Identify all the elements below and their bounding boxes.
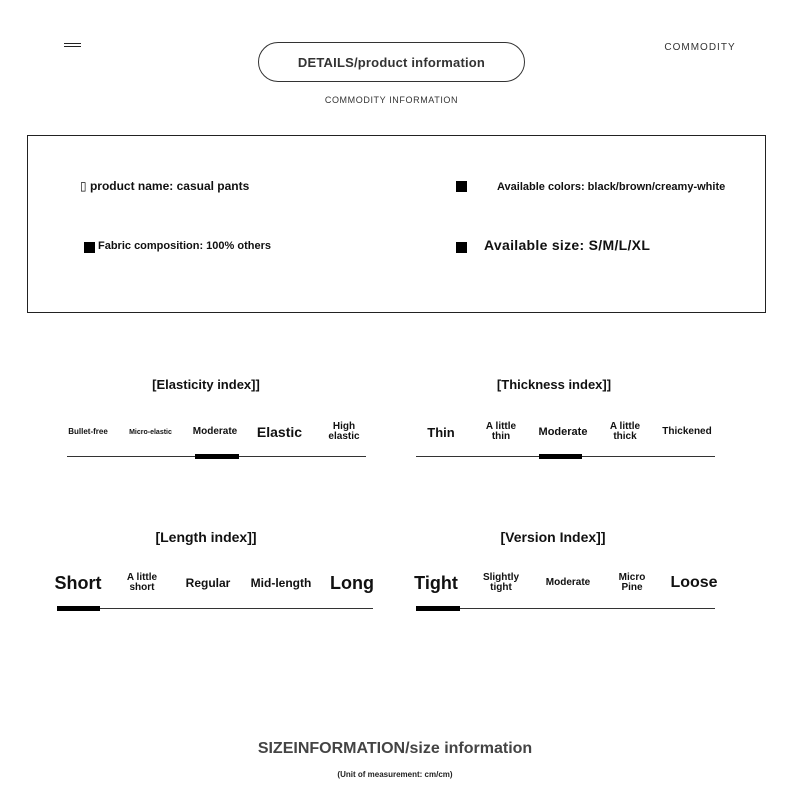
scale-label: Regular bbox=[185, 576, 231, 590]
product-info-box bbox=[27, 135, 766, 313]
thickness-index-title: [Thickness index]] bbox=[496, 377, 612, 392]
scale-label: High elastic bbox=[328, 421, 360, 442]
scale-label: Elastic bbox=[256, 424, 303, 440]
scale-label: A little short bbox=[126, 572, 158, 593]
scale-label: Thin bbox=[427, 424, 455, 440]
square-bullet-icon bbox=[456, 181, 467, 192]
details-pill: DETAILS/product information bbox=[258, 42, 525, 82]
length-scale bbox=[50, 570, 380, 596]
fabric-composition: Fabric composition: 100% others bbox=[98, 240, 271, 252]
length-index-title: [Length index]] bbox=[155, 529, 257, 545]
elasticity-scale bbox=[62, 420, 372, 444]
elasticity-marker bbox=[195, 454, 239, 459]
length-marker bbox=[57, 606, 100, 611]
size-information-title: SIZEINFORMATION/size information bbox=[257, 740, 533, 757]
length-track bbox=[57, 608, 373, 609]
square-bullet-icon bbox=[456, 242, 467, 253]
version-marker bbox=[416, 606, 460, 611]
scale-label: Micro-elastic bbox=[129, 428, 172, 436]
scale-label: Long bbox=[330, 573, 374, 593]
thickness-marker bbox=[539, 454, 582, 459]
scale-label: A little thick bbox=[609, 421, 641, 442]
available-size: Available size: S/M/L/XL bbox=[484, 237, 651, 253]
version-index-title: [Version Index]] bbox=[500, 529, 606, 545]
scale-label: Thickened bbox=[662, 426, 712, 437]
scale-label: Bullet-free bbox=[68, 427, 108, 436]
scale-label: Tight bbox=[414, 573, 458, 593]
square-bullet-icon bbox=[84, 242, 95, 253]
version-track bbox=[416, 608, 715, 609]
scale-label: Moderate bbox=[545, 577, 591, 588]
product-name: ▯ product name: casual pants bbox=[80, 179, 250, 193]
scale-label: Slightly tight bbox=[482, 572, 520, 593]
available-colors: Available colors: black/brown/creamy-white bbox=[497, 181, 726, 193]
scale-label: Short bbox=[54, 573, 102, 593]
commodity-information-label: COMMODITY INFORMATION bbox=[324, 95, 459, 105]
scale-label: Moderate bbox=[192, 426, 238, 437]
elasticity-index-title: [Elasticity index]] bbox=[152, 377, 260, 392]
menu-icon[interactable] bbox=[64, 43, 81, 48]
scale-label: A little thin bbox=[485, 421, 517, 442]
version-scale bbox=[408, 570, 722, 596]
unit-of-measurement: (Unit of measurement: cm/cm) bbox=[337, 770, 453, 779]
scale-label: Micro Pine bbox=[618, 572, 646, 593]
thickness-scale bbox=[413, 420, 717, 444]
scale-label: Moderate bbox=[538, 425, 588, 438]
commodity-label: COMMODITY bbox=[664, 42, 736, 53]
scale-label: Mid-length bbox=[250, 576, 312, 590]
scale-label: Loose bbox=[670, 574, 718, 591]
